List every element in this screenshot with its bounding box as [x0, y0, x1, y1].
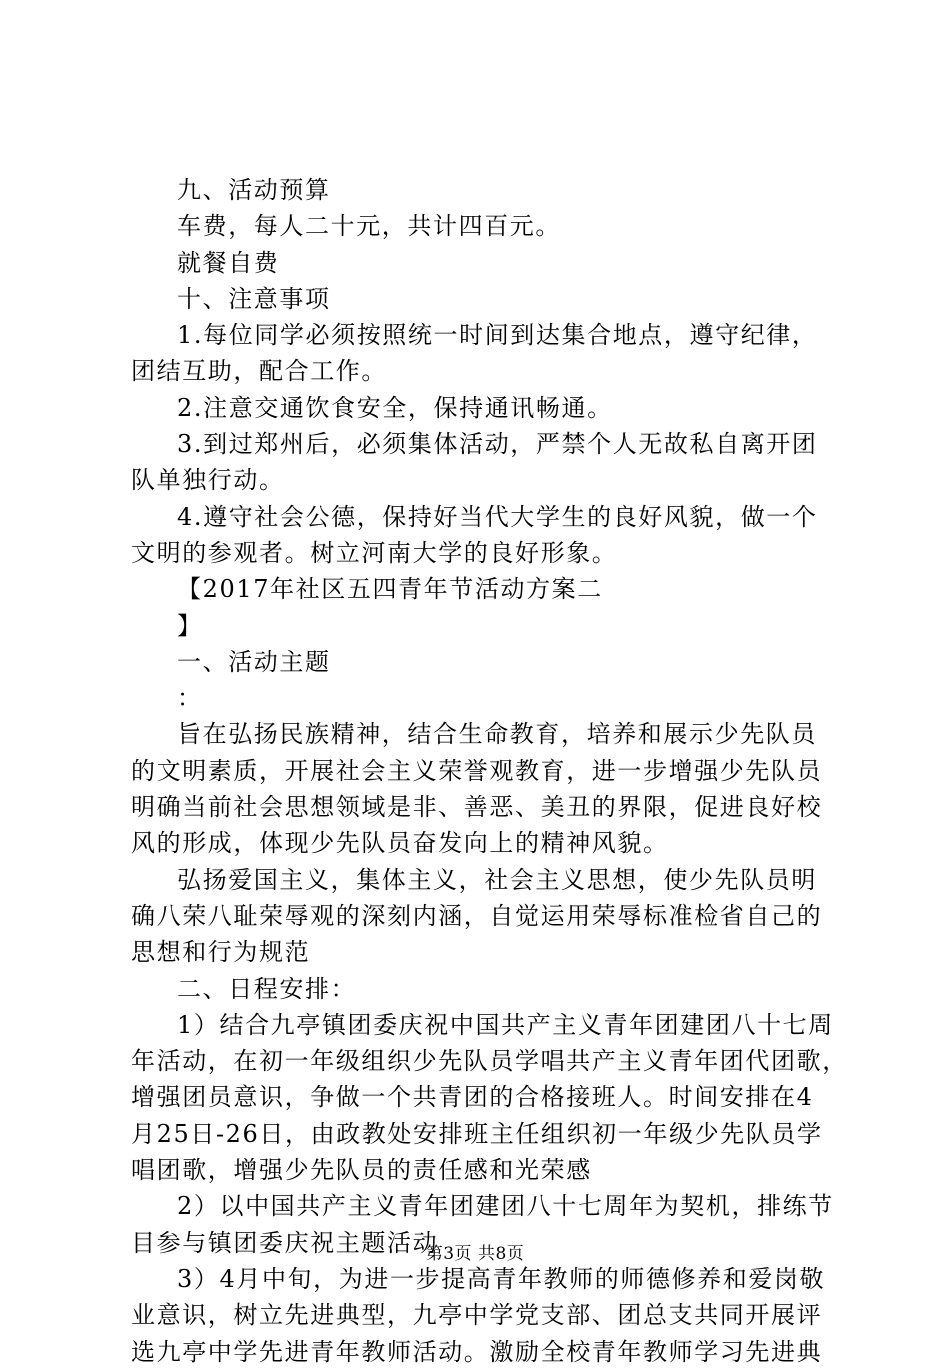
page-footer: 第3页 共8页	[425, 1244, 525, 1264]
text-line: 】	[177, 611, 203, 640]
text-line: 3.到过郑州后，必须集体活动，严禁个人无故私自离开团	[177, 430, 818, 459]
text-line: 【2017年社区五四青年节活动方案二	[177, 575, 603, 604]
text-line: 目参与镇团委庆祝主题活动	[131, 1228, 439, 1257]
text-line: 增强团员意识，争做一个共青团的合格接班人。时间安排在4	[131, 1083, 814, 1112]
text-line: 4.遵守社会公德，保持好当代大学生的良好风貌，做一个	[177, 502, 818, 531]
text-line: 选九亭中学先进青年教师活动。激励全校青年教师学习先进典	[131, 1337, 823, 1366]
text-line: 文明的参观者。树立河南大学的良好形象。	[131, 538, 618, 567]
text-line: ：	[177, 684, 203, 713]
text-line: 2.注意交通饮食安全，保持通讯畅通。	[177, 393, 613, 422]
text-line: 1.每位同学必须按照统一时间到达集合地点，遵守纪律，	[177, 321, 818, 350]
text-line: 旨在弘扬民族精神，结合生命教育，培养和展示少先队员	[177, 720, 817, 749]
text-line: 1）结合九亭镇团委庆祝中国共产主义青年团建团八十七周	[177, 1010, 834, 1039]
text-line: 的文明素质，开展社会主义荣誉观教育，进一步增强少先队员	[131, 756, 823, 785]
text-line: 3）4月中旬，为进一步提高青年教师的师德修养和爱岗敬	[177, 1264, 826, 1293]
text-line: 一、活动主题	[177, 647, 331, 676]
text-line: 队单独行动。	[131, 466, 285, 495]
text-line: 就餐自费	[177, 248, 280, 277]
text-line: 团结互助，配合工作。	[131, 357, 387, 386]
text-line: 确八荣八耻荣辱观的深刻内涵，自觉运用荣辱标准检省自己的	[131, 901, 823, 930]
text-line: 弘扬爱国主义，集体主义，社会主义思想，使少先队员明	[177, 865, 817, 894]
text-line: 2）以中国共产主义青年团建团八十七周年为契机，排练节	[177, 1192, 834, 1221]
text-line: 业意识，树立先进典型，九亭中学党支部、团总支共同开展评	[131, 1301, 823, 1330]
text-line: 车费，每人二十元，共计四百元。	[177, 212, 561, 241]
text-line: 风的形成，体现少先队员奋发向上的精神风貌。	[131, 829, 669, 858]
text-line: 唱团歌，增强少先队员的责任感和光荣感	[131, 1156, 592, 1185]
text-line: 思想和行为规范	[131, 938, 311, 967]
document-body	[131, 172, 848, 1370]
text-line: 十、注意事项	[177, 284, 331, 313]
text-line: 二、日程安排：	[177, 974, 357, 1003]
text-line: 月25日-26日，由政教处安排班主任组织初一年级少先队员学	[131, 1119, 823, 1148]
text-line: 明确当前社会思想领域是非、善恶、美丑的界限，促进良好校	[131, 793, 823, 822]
text-line: 九、活动预算	[177, 176, 331, 204]
text-line: 年活动，在初一年级组织少先队员学唱共产主义青年团代团歌，	[131, 1047, 848, 1076]
